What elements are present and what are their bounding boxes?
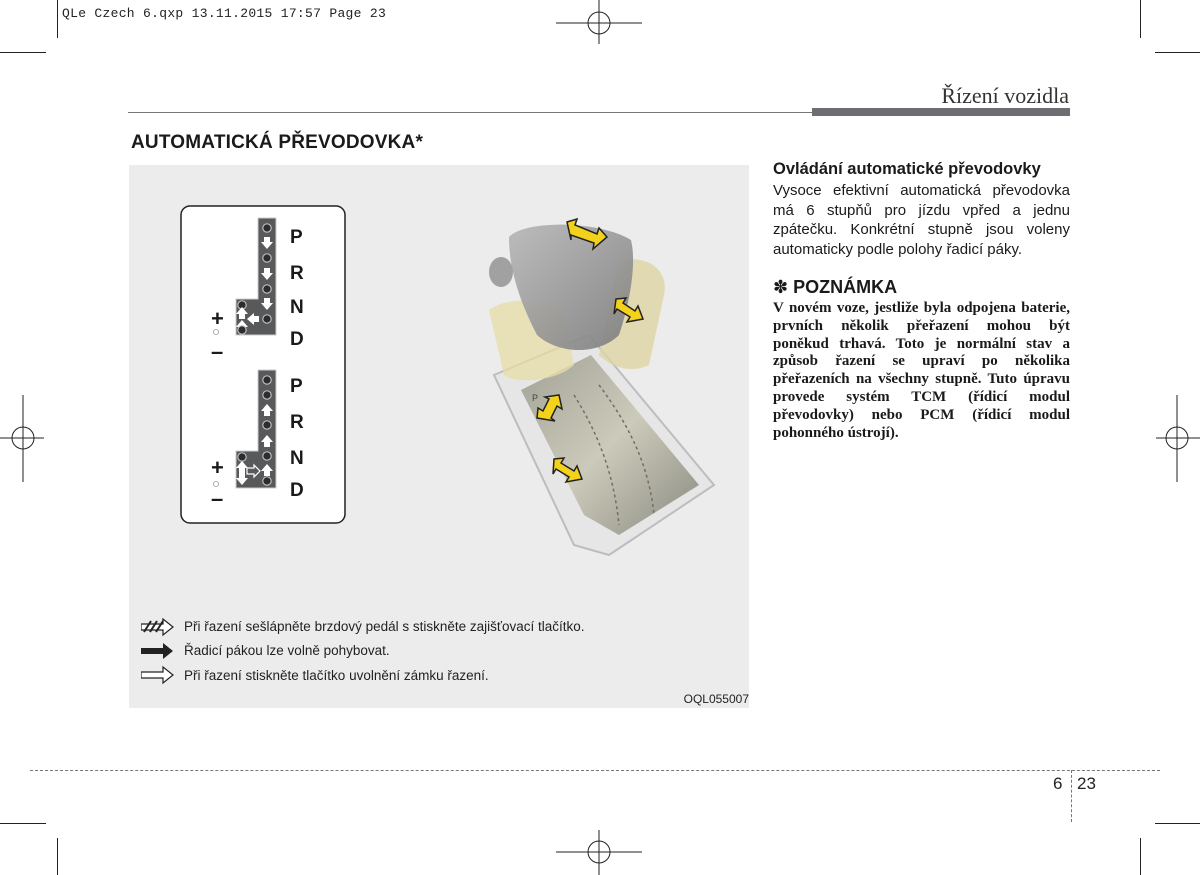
legend-text: Při řazení sešlápněte brzdový pedál s stiskněte zajišťovací tlačítko.: [184, 619, 585, 634]
shift-gate-diagram: [180, 205, 350, 530]
gate-bottom-letters: [290, 369, 310, 509]
gear-lever-illustration: [479, 215, 729, 560]
header-rule: [128, 112, 812, 113]
gate-letter-r: R: [290, 263, 304, 284]
minus-sign: –: [211, 339, 224, 364]
knob-button: [489, 257, 513, 287]
figure-code: OQL055007: [683, 692, 749, 706]
note-heading: ✽ POZNÁMKA: [773, 277, 898, 297]
gate-letter-d: D: [290, 480, 304, 501]
chapter-number: 6: [1053, 774, 1063, 793]
section-title: AUTOMATICKÁ PŘEVODOVKA*: [131, 132, 424, 153]
legend-text: Při řazení stiskněte tlačítko uvolnění zámku řazení.: [184, 668, 489, 683]
solid-arrow-icon: [141, 643, 173, 659]
footer-rule: [30, 770, 1160, 771]
note-paragraph: V novém voze, jestliže byla odpojena baterie, prvních několik přeřazení mohou být poněkud trhavá. Toto je normální stav a způsob řazení se upraví po několika přeřazeních na všechny stupně. Tuto úpravu provede systém TCM (řídicí modul převodovky) nebo PCM (řídicí modul pohonného ústrojí).: [773, 300, 1070, 441]
footer-divider: [1071, 770, 1072, 822]
outline-arrow-icon: [141, 667, 173, 683]
print-slug: QLe Czech 6.qxp 13.11.2015 17:57 Page 23: [62, 6, 387, 21]
header-rule-bar: [812, 108, 1070, 116]
page-number: 23: [1077, 774, 1096, 793]
lever-mark-p: P: [532, 393, 539, 403]
minus-sign: –: [211, 486, 224, 511]
gate-letter-d: D: [290, 329, 304, 350]
legend-icons: [141, 617, 177, 687]
plus-sign: +: [211, 455, 224, 480]
gate-letter-n: N: [290, 297, 304, 318]
hatched-arrow-icon: [141, 619, 173, 635]
gate-letter-p: P: [290, 376, 303, 397]
gear-shift-figure: [129, 165, 749, 708]
gate-letter-p: P: [290, 227, 303, 248]
running-head: Řízení vozidla: [941, 83, 1069, 108]
gate-letter-n: N: [290, 448, 304, 469]
gate-top-letters: [290, 220, 310, 358]
subsection-heading: Ovládání automatické převodovky: [773, 160, 1041, 178]
body-paragraph: Vysoce efektivní automatická převodovka má 6 stupňů pro jízdu vpřed a jednu zpátečku. Konkrétní stupně jsou voleny automaticky podle polohy řadicí páky.: [773, 182, 1070, 258]
gate-letter-r: R: [290, 412, 304, 433]
right-column: [773, 160, 1070, 442]
plus-sign: +: [211, 306, 224, 331]
legend-text: Řadicí pákou lze volně pohybovat.: [184, 643, 390, 658]
